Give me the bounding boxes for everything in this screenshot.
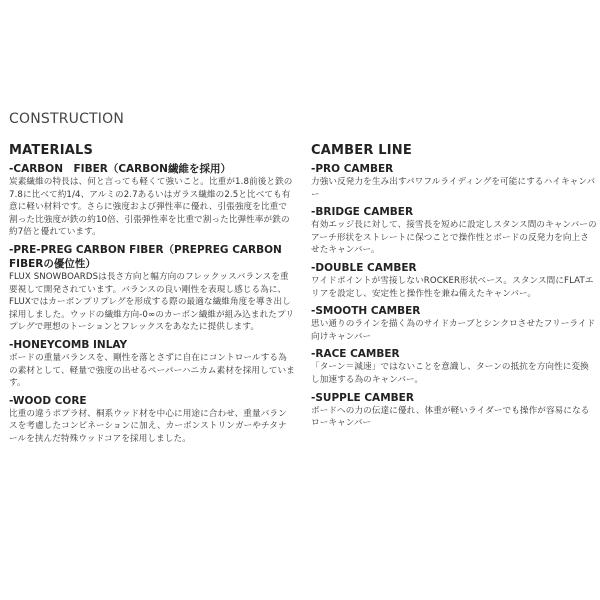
section-title: -DOUBLE CAMBER [311,261,417,274]
section-title: -WOOD CORE [9,394,87,407]
section-title: -PRO CAMBER [311,163,394,175]
section-title: -RACE CAMBER [311,348,400,361]
section-title: -HONEYCOMB INLAY [9,338,128,351]
section-text: 比重の違うポプラ材、桐系ウッド材を中心に用途に合わせ、重量バランスを考慮したコンビネーションに加え、カーボンストリンガーやチタナールを挟んだ特殊ウッドコアを採用しました。 [9,408,287,444]
section-text: 有効エッジ長に対して、接雪長を短めに設定しスタンス間のキャンバーのアーチ形状をストレートに保つことで操作性とボードの反発力を向上させたキャンバー。 [311,220,597,256]
section-text: ボードへの力の伝達に優れ、体重が軽いライダーでも操作が容易になるローキャンバー [311,405,590,429]
section-carbon-fiber [9,162,295,239]
section-title: -PRE-PREG CARBON FIBER（PREPREG CARBON FIBERの優位性） [9,243,282,270]
camber-line-heading: CAMBER LINE [311,143,412,158]
section-pre-preg-carbon-fiber [9,243,295,334]
section-bridge-camber [311,205,597,257]
section-text: 「ターン＝減速」ではないことを意識し、ターンの抵抗を方向性に変換し加速する為のキャンバー。 [311,362,589,385]
section-text: 思い通りのラインを描く為のサイドカーブとシンクロさせたフリーライド向けキャンバー [311,319,596,342]
section-wood-core [9,394,295,446]
section-text: 炭素繊維の特長は、何と言っても軽くて強いこと。比重が1.8前後と鉄の7.8に比べて約1/4、アルミの2.7あるいはガラス繊維の2.5と比べても有意に軽い材料です。さらに強度および弾性率に優れ、引張強度を比重で割った比強度が鉄の約10倍、引張弾性率を比重で割った比弾性率が鉄の約7倍と優れています。 [9,177,293,238]
section-title: -SMOOTH CAMBER [311,305,421,318]
section-double-camber [311,261,597,300]
section-supple-camber [311,391,597,430]
section-title: -CARBON FIBER（CARBON繊維を採用） [9,163,231,175]
section-race-camber [311,347,597,386]
section-text: 力強い反発力を生み出すパワフルライディングを可能にするハイキャンバー [311,177,596,200]
section-title: -BRIDGE CAMBER [311,206,414,219]
materials-heading: MATERIALS [9,143,94,158]
page-title: CONSTRUCTION [9,111,125,127]
section-pro-camber [311,162,597,201]
section-text: ボードの重量バランスを、剛性を落とさずに自在にコントロールする為の素材として、軽量で強度の出せるペーパーハニカム素材を採用しています。 [9,352,295,389]
camber-line-column [311,143,597,434]
section-smooth-camber [311,304,597,343]
section-honeycomb-inlay [9,338,295,390]
section-title: -SUPPLE CAMBER [311,391,414,404]
materials-column [9,143,295,450]
section-text: ワイドポイントが雪接しないROCKER形状ベース。スタンス間にFLATエリアを設定し、安定性と操作性を兼ね備えたキャンバー。 [311,275,594,299]
section-text: FLUX SNOWBOARDSは長さ方向と幅方向のフレックッスバランスを重要視して開発されています。バランスの良い剛性を表現し感じる為に、FLUXではカーボンプリプレグを形成する際の最適な繊維角度を導き出し採用しました。ウッドの繊維方向-0∞のカーボン繊維が組み込まれたプリプレグで理想のトーションとフレックスをあなたに提供します。 [9,271,295,333]
